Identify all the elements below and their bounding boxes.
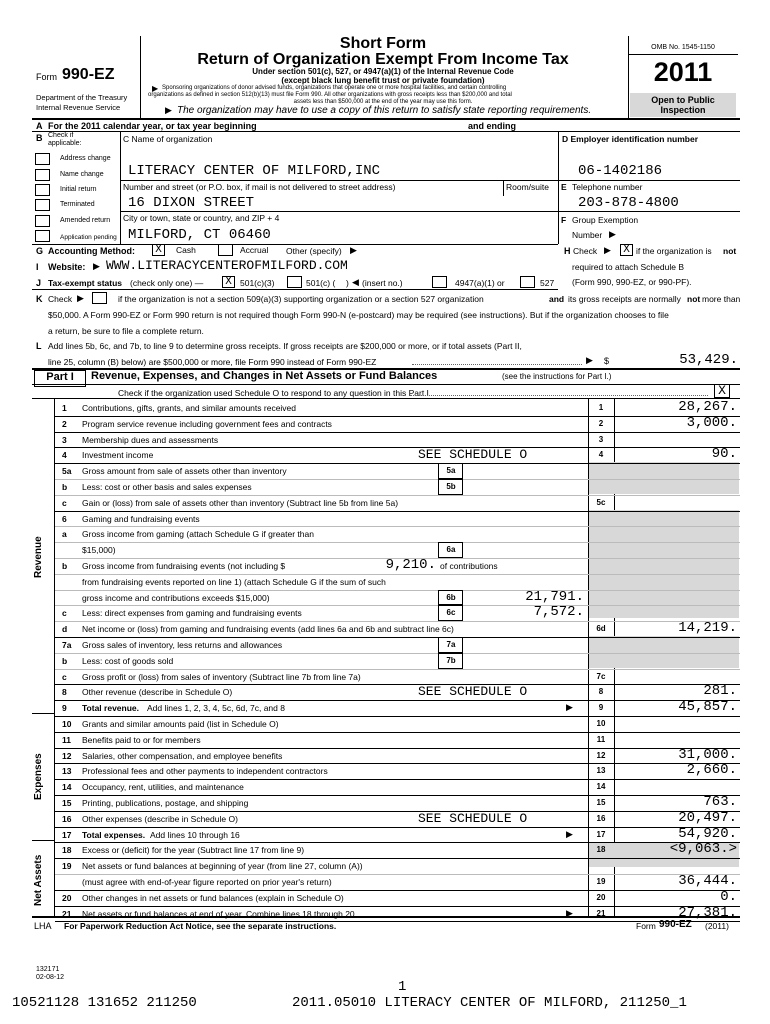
line-12-number: 12 [62,750,72,761]
line-19-box-label: 19 [596,877,606,886]
name-change-label: Name change [60,171,104,178]
line-row7-number: 6 [62,513,67,524]
line-row8-number: a [62,529,67,540]
line-5c-row-rule [55,511,740,512]
amended-return-label: Amended return [60,217,111,224]
line-2-number: 2 [62,418,67,429]
line-17-value: 54,920. [678,825,737,842]
line-21-value: 27,381. [678,904,737,921]
line-20-box-label: 20 [596,892,606,902]
line-5b-text: Less: cost or other basis and sales expenses [82,482,252,492]
line-20-number: 20 [62,892,72,903]
line-4-box-label: 4 [598,450,604,460]
line-17-text: Total expenses. [82,829,146,840]
line-5b-inner-label: 5b [446,482,456,491]
line-7b-row-rule [55,669,740,670]
line-2-text: Program service revenue including government fees and contracts [82,418,332,429]
line-8-number: 8 [62,687,67,698]
line-7c-text: Gross profit or (loss) from sales of inventory (Subtract line 7b from line 7a) [82,671,361,682]
line-6b-row-rule [55,605,740,606]
group-number-label: Number [572,230,603,240]
line-3-box-label: 3 [598,434,604,444]
line-7a-number: 7a [62,640,72,650]
org-name-value: LITERACY CENTER OF MILFORD,INC [128,163,381,179]
arrow-left-icon: ◀ [352,277,359,287]
inspection-label: Inspection [660,105,706,115]
form-ref-year: (2011) [705,921,729,931]
part-i-tag-label: Part I [46,371,74,383]
line-row11-row-rule [55,590,740,591]
form-subtitle-except: (except black lung benefit trust or private foundation) [281,76,485,85]
arrow-icon: ▶ [566,907,573,918]
line-2-box-label: 2 [598,418,604,428]
line-6b-inner-value: 21,791. [525,588,584,605]
form-subtitle-assets: assets less than $500,000 at the end of the year may use this form. [293,99,473,105]
line-3-text: Membership dues and assessments [82,434,219,445]
line-7c-number: c [62,671,67,682]
line-6a-text: $15,000) [82,545,116,556]
form-label: Form [36,72,57,82]
line-k-text1c: its gross receipts are normally [568,294,681,304]
tax-exempt-status-note: (check only one) — [130,278,204,288]
line-k-text2: $50,000. A Form 990-EZ or Form 990 return is not required though Form 990-N (e-postcard) may be required (see instructions). But if the organization chooses to file [48,310,669,320]
application-pending-label: Application pending [60,234,117,241]
4947-checkbox[interactable] [432,276,447,288]
501c-checkbox[interactable] [287,276,302,288]
line-10-text: Grants and similar amounts paid (list in Schedule O) [82,719,279,729]
line-3-number: 3 [62,434,67,445]
line-10-box-label: 10 [596,719,606,728]
line-a-label: A [36,121,43,131]
part-i-title: Revenue, Expenses, and Changes in Net Assets or Fund Balances [91,370,438,382]
line-row10-text: Gross income from fundraising events (not including $ [82,561,286,571]
form-title-short: Short Form [339,35,427,52]
arrow-icon: ▶ [152,84,159,93]
line-13-box-label: 13 [596,766,606,776]
arrow-icon: ▶ [566,702,573,713]
line-14-number: 14 [62,782,72,793]
4947-label: 4947(a)(1) or [455,278,505,288]
website-label: Website: [48,262,86,272]
line-6d-box-label: 6d [596,624,606,634]
line-14-text: Occupancy, rent, utilities, and maintenance [82,782,244,793]
line-13-row-rule [55,779,740,780]
line-k-not: not [687,294,701,304]
line-row10-inline-tail: of contributions [440,561,498,571]
line-21-number: 21 [62,908,72,919]
line-9-box-label: 9 [598,703,604,713]
527-checkbox[interactable] [520,276,535,288]
line-6b-text: gross income and contributions exceeds $15,000) [82,592,270,603]
line-h-text: if the organization is [636,246,712,256]
line-h-label: H [564,246,571,256]
city-label: City or town, state or country, and ZIP + 4 [123,213,280,223]
tax-exempt-status-label: Tax-exempt status [48,278,123,288]
document-id-right: 2011.05010 LITERACY CENTER OF MILFORD, 211250_1 [292,995,687,1011]
501c3-checkbox[interactable]: X [222,276,235,288]
arrow-icon: ▶ [165,105,172,115]
line-1-value: 28,267. [678,399,737,415]
line-k-text3: a return, be sure to file a complete return. [48,326,204,336]
line-11-text: Benefits paid to or for members [82,734,201,745]
line-6b-inner-label: 6b [446,592,456,602]
line-k-and: and [549,294,565,304]
form-subtitle-state: The organization may have to use a copy of this return to satisfy state reporting requirements. [177,105,592,116]
form-title-main: Return of Organization Exempt From Income Tax [197,51,569,68]
line-8-value: 281. [703,683,737,700]
terminated-checkbox[interactable] [35,199,50,211]
line-row29-text: Net assets or fund balances at beginning of year (from line 27, column (A)) [82,861,363,872]
line-13-text: Professional fees and other payments to independent contractors [82,766,328,777]
line-5a-row-rule [55,479,740,480]
line-16-number: 16 [62,813,72,824]
line-l-label: L [36,341,42,351]
line-4-row-rule [55,463,740,464]
arrow-icon: ▶ [350,245,357,255]
line-h-not: not [723,246,737,256]
arrow-icon: ▶ [93,261,100,271]
line-15-number: 15 [62,798,72,808]
cash-label: Cash [176,245,196,255]
net-assets-side-label: Net Assets [33,854,44,906]
line-14-box-label: 14 [596,782,606,792]
line-20-value: 0. [720,888,737,905]
line-row8-row-rule [55,542,740,543]
line-17-box-label: 17 [596,829,606,839]
line-13-number: 13 [62,766,72,777]
form-ref: 990-EZ [659,919,692,930]
document-id-left: 10521128 131652 211250 [12,995,197,1011]
line-12-value: 31,000. [678,746,737,763]
line-k-text1: if the organization is not a section 509(a)(3) supporting organization or a section 527 organization [118,294,484,304]
line-h-check: Check [573,246,598,256]
application-pending-checkbox[interactable] [35,230,50,242]
line-l-dollar: $ [604,356,610,366]
line-k-check: Check [48,294,73,304]
line-7a-row-rule [55,653,740,654]
accrual-label: Accrual [240,245,269,255]
form-subtitle-section: Under section 501(c), 527, or 4947(a)(1) of the Internal Revenue Code [252,67,514,76]
line-row10-row-rule [55,574,740,575]
line-7a-inner-label: 7a [446,640,456,649]
501c-close: ) [346,278,349,288]
line-21-text: Net assets or fund balances at end of year. Combine lines 18 through 20 [82,908,355,919]
line-a-end: and ending [468,121,516,131]
line-19-text: (must agree with end-of-year figure reported on prior year's return) [82,877,332,887]
line-1-number: 1 [62,403,67,413]
line-10-row-rule [55,732,740,733]
line-i-label: I [36,262,39,272]
code-132171: 132171 [36,966,60,973]
line-18-value: <9,063.> [669,841,737,858]
line-4-text: Investment income [82,450,154,461]
line-k-label: K [36,294,43,304]
room-suite-label: Room/suite [506,182,549,192]
line-8-box-label: 8 [598,687,604,697]
line-18-box-label: 18 [596,845,606,855]
arrow-icon: ▶ [604,245,611,255]
code-date: 02-08-12 [36,974,65,981]
group-exemption-label: Group Exemption [572,215,639,225]
irs-label: Internal Revenue Service [36,103,121,112]
line-6c-inner-value: 7,572. [533,604,584,621]
form-subtitle-organizations: organizations as defined in section 512(b)(13) must file Form 990. All other organizations with gross receipts less than $200,000 and total [148,92,512,98]
line-7a-text: Gross sales of inventory, less returns and allowances [82,640,283,650]
line-8-text: Other revenue (describe in Schedule O) [82,687,233,698]
line-15-value: 763. [703,794,737,810]
dept-treasury: Department of the Treasury [36,93,128,102]
line-b-label: B [36,133,43,143]
line-l-text2: line 25, column (B) below) are $500,000 or more, file Form 990 instead of Form 990-EZ [48,357,377,367]
line-16-box-label: 16 [596,813,606,823]
line-20-text: Other changes in net assets or fund balances (explain in Schedule O) [82,892,344,903]
other-method-label: Other (specify) [286,246,342,256]
line-1-box-label: 1 [598,403,604,412]
page-number: 1 [398,979,407,995]
schedule-b-checkbox[interactable]: X [620,244,633,256]
line-row8-text: Gross income from gaming (attach Schedule G if greater than [82,529,314,540]
line-6c-number: c [62,608,67,619]
address-change-label: Address change [60,155,111,162]
arrow-icon: ▶ [609,229,616,239]
phone-e-label: E [561,182,567,192]
arrow-icon: ▶ [77,293,84,303]
line-a-text: For the 2011 calendar year, or tax year beginning [48,121,257,131]
arrow-icon: ▶ [586,355,593,365]
omb-number: OMB No. 1545-1150 [651,44,715,51]
accrual-checkbox[interactable] [218,244,233,256]
line-16-text: Other expenses (describe in Schedule O) [82,813,238,824]
line-21-box-label: 21 [596,908,606,918]
line-16-schedule-o-note: SEE SCHEDULE O [418,810,528,826]
line-6d-value: 14,219. [678,620,737,637]
line-5c-box-label: 5c [596,497,606,507]
group-f-label: F [561,215,567,225]
line-row10-number: b [62,561,68,571]
line-12-text: Salaries, other compensation, and employee benefits [82,750,283,761]
website-value: WWW.LITERACYCENTEROFMILFORD.COM [106,258,348,273]
initial-return-checkbox[interactable] [35,184,50,196]
line-5a-number: 5a [62,466,72,477]
street-value: 16 DIXON STREET [128,195,255,211]
arrow-icon: ▶ [566,828,573,839]
line-18-row-rule [55,858,740,859]
line-row10-inline-value: 9,210. [385,557,436,573]
line-15-text: Printing, publications, postage, and shipping [82,798,249,808]
line-2-value: 3,000. [686,414,737,431]
line-7c-box-label: 7c [596,671,606,681]
line-11-number: 11 [62,734,71,745]
gross-receipts-value: 53,429. [679,352,738,368]
line-7b-text: Less: cost of goods sold [82,655,174,666]
schedule-o-text: Check if the organization used Schedule O to respond to any question in this Part I [118,388,429,398]
phone-label: Telephone number [572,182,643,192]
line-6d-number: d [62,624,68,635]
form-subtitle-sponsoring: Sponsoring organizations of donor advised funds, organizations that operate one or more hospital facilities, and certain controlling [162,85,507,91]
line-6a-inner-label: 6a [446,545,456,555]
line-5b-row-rule [55,495,740,496]
open-public-label: Open to Public [651,95,715,105]
line-4-schedule-o-note: SEE SCHEDULE O [418,447,528,463]
line-11-box-label: 11 [596,734,606,744]
line-21-row-rule [55,921,740,922]
expenses-side-label: Expenses [33,753,44,800]
line-10-number: 10 [62,719,72,729]
line-6c-text: Less: direct expenses from gaming and fundraising events [82,608,302,619]
line-k-text1e: more than [702,294,741,304]
amended-return-checkbox[interactable] [35,215,50,227]
527-label: 527 [540,278,555,288]
org-name-label: C Name of organization [123,134,213,144]
line-8-schedule-o-note: SEE SCHEDULE O [418,684,528,700]
line-2-row-rule [55,432,740,433]
line-k-checkbox[interactable] [92,292,107,304]
schedule-o-checkbox[interactable]: X [714,384,730,398]
line-5a-inner-label: 5a [446,466,456,476]
line-5a-text: Gross amount from sale of assets other than inventory [82,466,287,477]
address-change-checkbox[interactable] [35,153,50,165]
street-label: Number and street (or P.O. box, if mail is not delivered to street address) [123,182,396,192]
insert-no-label: (insert no.) [362,278,403,288]
form-ref-pre: Form [636,921,656,931]
part-i-title-note: (see the instructions for Part I.) [502,372,612,381]
line-19-value: 36,444. [678,873,737,889]
form-number: 990-EZ [62,66,115,83]
line-j-label: J [36,278,42,288]
lha-label: LHA [34,921,52,931]
tax-year: 2011 [653,57,713,87]
line-1-text: Contributions, gifts, grants, and similar amounts received [82,403,297,413]
ein-value: 06-1402186 [578,163,663,179]
line-17-number: 17 [62,829,72,840]
line-l-text1: Add lines 5b, 6c, and 7b, to line 9 to determine gross receipts. If gross receipts are $200,000 or more, or if total assets (Part II, [48,341,522,351]
phone-value: 203-878-4800 [578,195,679,211]
line-9-number: 9 [62,703,67,714]
city-value: MILFORD, CT 06460 [128,227,271,243]
line-row7-row-rule [55,526,740,527]
line-9-value: 45,857. [678,699,737,716]
revenue-side-label: Revenue [33,536,44,578]
line-5b-number: b [62,482,68,492]
line-9-text: Total revenue. [82,703,139,714]
ein-label: D Employer identification number [562,134,699,144]
line-g-label: G [36,246,44,256]
line-16-value: 20,497. [678,809,737,826]
line-b-check-if: Check if [48,132,74,139]
line-row7-text: Gaming and fundraising events [82,513,200,524]
line-9-row-rule [55,716,740,717]
line-row29-number: 19 [62,861,72,872]
line-b-applicable: applicable: [48,140,82,147]
line-15-box-label: 15 [596,798,606,807]
line-row11-text: from fundraising events reported on line 1) (attach Schedule G if the sum of such [82,576,386,587]
cash-checkbox[interactable]: X [152,244,165,256]
line-6d-row-rule [55,637,740,638]
initial-return-label: Initial return [60,186,97,193]
501c-label: 501(c) ( [306,278,336,288]
line-5c-number: c [62,497,67,508]
line-7b-number: b [62,655,68,666]
line-h-text-schedule-b: required to attach Schedule B [572,262,684,272]
terminated-label: Terminated [60,201,95,208]
line-9-text-tail: Add lines 1, 2, 3, 4, 5c, 6d, 7c, and 8 [147,703,285,714]
paperwork-notice: For Paperwork Reduction Act Notice, see the separate instructions. [64,921,337,931]
line-17-text-tail: Add lines 10 through 16 [150,829,240,840]
line-13-value: 2,660. [686,762,737,779]
line-7b-inner-label: 7b [446,655,456,665]
line-5c-text: Gain or (loss) from sale of assets other than inventory (Subtract line 5b from line 5a) [82,497,399,508]
name-change-checkbox[interactable] [35,169,50,181]
line-4-number: 4 [62,450,67,461]
line-18-number: 18 [62,845,72,856]
501c3-label: 501(c)(3) [240,278,275,288]
line-6c-inner-label: 6c [446,608,456,618]
line-4-value: 90. [711,446,737,463]
line-12-box-label: 12 [596,750,606,760]
line-h-text-forms: (Form 990, 990-EZ, or 990-PF). [572,277,692,287]
line-6d-text: Net income or (loss) from gaming and fundraising events (add lines 6a and 6b and subtract line 6c) [82,624,454,635]
accounting-method-label: Accounting Method: [48,246,135,256]
line-18-text: Excess or (deficit) for the year (Subtract line 17 from line 9) [82,845,305,856]
